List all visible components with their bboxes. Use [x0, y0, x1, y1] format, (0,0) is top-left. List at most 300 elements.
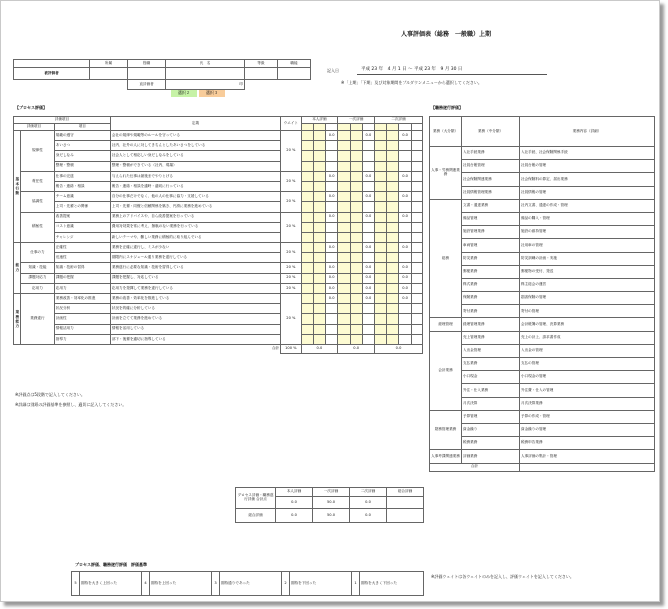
score-head [338, 124, 350, 131]
score-cell[interactable] [313, 273, 325, 283]
process-item: チーム意識 [54, 192, 110, 202]
score-cell[interactable] [375, 202, 387, 212]
duty-item: 防災訓練の計画・実施 [520, 252, 655, 265]
duty-item: 税務申告業務 [520, 437, 655, 450]
score-cell[interactable] [338, 324, 350, 334]
duty-item: 社用車の管理 [520, 239, 655, 252]
process-item: 情報活用力 [54, 324, 110, 334]
evaluator-seal[interactable]: 印 [166, 80, 245, 90]
score-cell[interactable] [350, 314, 362, 324]
process-category: 仕事の力 [21, 243, 55, 263]
score-cell[interactable] [350, 171, 362, 181]
score-cell[interactable] [301, 181, 313, 191]
score-cell[interactable] [313, 151, 325, 161]
score-cell [399, 324, 411, 334]
process-col-secondary: 二次評価 [375, 117, 423, 124]
duty-group: 会計業務 [430, 331, 462, 410]
score-cell[interactable] [387, 304, 399, 314]
duty-item: 売上の計上、請求書作成 [520, 331, 655, 344]
score-cell[interactable] [301, 273, 313, 283]
duty-col-item: 業務内容（詳細） [520, 117, 655, 147]
score-cell[interactable] [350, 181, 362, 191]
score-cell[interactable] [387, 202, 399, 212]
process-weight[interactable]: 20 % [281, 171, 301, 191]
summary-row-label: 総合評価 [236, 509, 276, 523]
score-cell[interactable] [350, 192, 362, 202]
duty-item: 予算の作成・管理 [520, 410, 655, 423]
process-category: 規律性 [21, 131, 55, 172]
score-cell[interactable] [350, 263, 362, 273]
score-subtotal-secondary: 0.0 [399, 263, 411, 273]
duty-sub: 税務業務 [462, 437, 520, 450]
evaluatee-dept[interactable] [90, 68, 128, 80]
process-item: 正確性 [54, 243, 110, 253]
process-total-secondary: 0.0 [375, 344, 423, 353]
duty-group: 人事考課関連業務 [430, 450, 462, 463]
score-subtotal-secondary: 0.0 [399, 212, 411, 222]
score-cell[interactable] [301, 141, 313, 151]
duty-item: 小口現金の管理 [520, 371, 655, 384]
summary-overall-primary: 50.0 [313, 509, 350, 523]
score-cell[interactable] [350, 273, 362, 283]
score-subtotal-primary: 0.0 [362, 131, 374, 141]
score-cell[interactable] [387, 334, 399, 344]
process-item: 仕事の完遂 [54, 171, 110, 181]
process-weight[interactable]: 20 % [281, 283, 301, 293]
duty-sub: 評価業務 [462, 450, 520, 463]
score-cell[interactable] [375, 263, 387, 273]
score-cell [399, 161, 411, 171]
score-cell[interactable] [301, 171, 313, 181]
score-cell[interactable] [313, 314, 325, 324]
score-cell [326, 232, 338, 242]
score-cell[interactable] [301, 161, 313, 171]
score-cell[interactable] [338, 334, 350, 344]
process-category: 知識・技能 [21, 263, 55, 273]
score-cell [411, 273, 422, 283]
score-subtotal-self: 0.0 [326, 131, 338, 141]
process-item: 応用力 [54, 283, 110, 293]
duty-col-group: 業務（大分類） [430, 117, 462, 147]
score-cell[interactable] [338, 141, 350, 151]
score-cell[interactable] [350, 304, 362, 314]
criteria-text-5: 期待を大きく上回った [80, 572, 142, 596]
score-cell[interactable] [313, 202, 325, 212]
process-weight[interactable]: 20 % [281, 212, 301, 243]
duty-table [429, 116, 655, 472]
score-cell[interactable] [350, 283, 362, 293]
summary-total-overall[interactable] [387, 497, 424, 509]
score-cell[interactable] [375, 314, 387, 324]
score-cell[interactable] [387, 232, 399, 242]
score-cell[interactable] [375, 171, 387, 181]
score-cell [362, 151, 374, 161]
score-cell[interactable] [301, 294, 313, 304]
evaluatee-name[interactable] [166, 68, 245, 80]
score-cell[interactable] [350, 243, 362, 253]
duty-item: 支払の管理 [520, 358, 655, 371]
score-cell [362, 202, 374, 212]
summary-overall-self: 0.0 [276, 509, 313, 523]
score-cell [399, 222, 411, 232]
score-cell[interactable] [313, 294, 325, 304]
criteria-level-2: 2 [282, 572, 290, 596]
score-cell[interactable] [301, 212, 313, 222]
duty-sub: 備品管理 [462, 212, 520, 225]
score-cell[interactable] [375, 334, 387, 344]
process-category: 協調性 [21, 192, 55, 212]
evaluatee-skill[interactable] [278, 68, 311, 80]
score-cell [399, 304, 411, 314]
score-cell [411, 324, 422, 334]
process-item: 身だしなみ [54, 151, 110, 161]
score-cell[interactable] [338, 151, 350, 161]
score-cell[interactable] [387, 222, 399, 232]
score-cell [362, 324, 374, 334]
process-definition: 状況を的確に分析している [110, 304, 280, 314]
score-head [313, 124, 325, 131]
summary-total-primary: 50.0 [313, 497, 350, 509]
score-cell[interactable] [375, 232, 387, 242]
process-col-self: 本人評価 [301, 117, 338, 124]
process-item: 上司・先輩との関係 [54, 202, 110, 212]
duty-col-sub: 業務（中分類） [462, 117, 520, 147]
score-cell[interactable] [301, 314, 313, 324]
header-table [13, 59, 311, 90]
score-cell[interactable] [387, 161, 399, 171]
score-subtotal-secondary: 0.0 [399, 171, 411, 181]
criteria-level-1: 1 [352, 572, 360, 596]
process-weight[interactable]: 20 % [281, 263, 301, 273]
score-head [350, 124, 362, 131]
score-subtotal-secondary: 0.0 [399, 131, 411, 141]
score-cell[interactable] [375, 324, 387, 334]
process-definition: 課題を把握し、対応している [110, 273, 280, 283]
duty-label: 【職務遂行評価】 [431, 105, 463, 110]
header-col-skill: 職能 [278, 60, 311, 68]
duty-group: 人事・労務関連業務 [430, 147, 462, 200]
process-definition: 社会人として相応しい身だしなみをしている [110, 151, 280, 161]
score-cell[interactable] [375, 253, 387, 263]
score-cell[interactable] [313, 283, 325, 293]
score-cell[interactable] [338, 294, 350, 304]
duty-sub: 入社手続業務 [462, 147, 520, 160]
score-cell [326, 151, 338, 161]
score-cell [411, 192, 422, 202]
process-col-weight: ウエイト [281, 117, 301, 131]
duty-item: 入社手続、社会保険関係手続 [520, 147, 655, 160]
score-subtotal-primary: 0.0 [362, 273, 374, 283]
criteria-level-3: 3 [212, 572, 220, 596]
process-definition: 整理・整頓ができている（社内、現場） [110, 161, 280, 171]
duty-sub: 社員情報管理業務 [462, 186, 520, 199]
score-cell[interactable] [387, 192, 399, 202]
score-cell [411, 222, 422, 232]
score-cell[interactable] [301, 283, 313, 293]
criteria-label: プロセス評価、職務遂行評価 評価基準 [75, 562, 147, 567]
score-cell[interactable] [375, 294, 387, 304]
duty-note: ※評価ウェイトは各ウェイトのみを記入し、評価ウェイトを記入してください。 [431, 574, 574, 579]
duty-total-value [520, 463, 655, 471]
duty-sub: 施設管理業務 [462, 226, 520, 239]
duty-group: 経理管理 [430, 318, 462, 331]
score-subtotal-primary: 0.0 [362, 263, 374, 273]
score-cell[interactable] [301, 131, 313, 141]
score-cell[interactable] [313, 192, 325, 202]
duty-item: 月次決算業務 [520, 397, 655, 410]
process-definition: 報告・連絡・相談を適時・適切に行っている [110, 181, 280, 191]
score-cell[interactable] [375, 273, 387, 283]
score-cell [362, 334, 374, 344]
score-subtotal-self: 0.0 [326, 212, 338, 222]
score-cell[interactable] [387, 243, 399, 253]
summary-overall-overall[interactable] [387, 509, 424, 523]
score-cell [411, 243, 422, 253]
score-cell[interactable] [338, 243, 350, 253]
score-head [326, 124, 338, 131]
score-cell[interactable] [387, 314, 399, 324]
score-cell[interactable] [301, 151, 313, 161]
duty-sub: 支払業務 [462, 358, 520, 371]
score-cell[interactable] [375, 304, 387, 314]
score-cell[interactable] [350, 131, 362, 141]
score-cell[interactable] [313, 243, 325, 253]
summary-col-self: 本人評価 [276, 488, 313, 497]
criteria-text-1: 期待を大きく下回った [360, 572, 424, 596]
score-cell[interactable] [350, 324, 362, 334]
process-label: 【プロセス評価】 [15, 105, 47, 110]
score-subtotal-self: 0.0 [326, 171, 338, 181]
score-cell[interactable] [375, 151, 387, 161]
process-definition: 業務の改善・効率化を推進している [110, 294, 280, 304]
score-cell[interactable] [387, 171, 399, 181]
duty-item: 社員台帳の管理 [520, 160, 655, 173]
score-cell [326, 202, 338, 212]
score-cell[interactable] [338, 283, 350, 293]
date-range[interactable]: 平成 23 年 4 月 1 日 ～ 平成 23 年 9 月 30 日 [361, 67, 463, 72]
score-cell[interactable] [375, 243, 387, 253]
score-cell[interactable] [387, 151, 399, 161]
score-cell[interactable] [301, 334, 313, 344]
score-cell[interactable] [301, 263, 313, 273]
summary-col-primary: 一次評価 [313, 488, 350, 497]
score-cell [362, 232, 374, 242]
score-cell [411, 181, 422, 191]
score-cell[interactable] [301, 243, 313, 253]
score-cell[interactable] [338, 222, 350, 232]
score-cell[interactable] [301, 304, 313, 314]
score-cell [399, 334, 411, 344]
score-subtotal-self: 0.0 [326, 243, 338, 253]
score-cell[interactable] [350, 294, 362, 304]
score-cell[interactable] [338, 161, 350, 171]
score-cell[interactable] [313, 253, 325, 263]
evaluatee-label: 被評価者 [14, 68, 90, 80]
score-cell[interactable] [301, 222, 313, 232]
score-cell [399, 202, 411, 212]
process-definition: 費用対効果を常に考え、無駄のない業務を行っている [110, 222, 280, 232]
score-subtotal-secondary: 0.0 [399, 283, 411, 293]
score-cell[interactable] [350, 161, 362, 171]
process-item: 指導力 [54, 334, 110, 344]
process-definition: 与えられた仕事は最後までやりとげる [110, 171, 280, 181]
score-cell[interactable] [350, 212, 362, 222]
score-cell[interactable] [375, 181, 387, 191]
header-col-dept: 所属 [90, 60, 128, 68]
score-cell[interactable] [301, 232, 313, 242]
score-cell[interactable] [350, 232, 362, 242]
duty-sub: 文書・通達業務 [462, 199, 520, 212]
summary-overall-secondary: 0.0 [350, 509, 387, 523]
score-cell[interactable] [301, 192, 313, 202]
duty-sub: 防災業務 [462, 252, 520, 265]
score-cell [399, 151, 411, 161]
score-cell[interactable] [313, 181, 325, 191]
evaluator-label: 直評価者 [128, 80, 166, 90]
score-cell[interactable] [350, 141, 362, 151]
score-subtotal-self: 0.0 [326, 263, 338, 273]
process-total-primary: 0.0 [338, 344, 375, 353]
score-cell [326, 181, 338, 191]
blank-cell [90, 80, 128, 90]
score-cell[interactable] [338, 273, 350, 283]
score-cell[interactable] [301, 324, 313, 334]
score-subtotal-secondary: 0.0 [399, 243, 411, 253]
score-cell[interactable] [338, 314, 350, 324]
score-cell[interactable] [313, 212, 325, 222]
score-cell[interactable] [313, 263, 325, 273]
select-box-a[interactable]: 選択２ [171, 90, 197, 97]
duty-sub: 社会保険関連業務 [462, 173, 520, 186]
process-definition: 計画を立てて業務を進めている [110, 314, 280, 324]
date-label: 記入日 [327, 68, 339, 73]
score-cell [411, 171, 422, 181]
score-cell[interactable] [338, 192, 350, 202]
duty-sub: 寄付業務 [462, 305, 520, 318]
score-cell[interactable] [338, 131, 350, 141]
score-cell[interactable] [375, 131, 387, 141]
process-definition: 業務を正確に遂行し、ミスが少ない [110, 243, 280, 253]
score-cell[interactable] [338, 263, 350, 273]
score-cell[interactable] [313, 141, 325, 151]
duty-sub: 予算管理 [462, 410, 520, 423]
process-definition: 社内、社外の人に対してきちんとしたあいさつをしている [110, 141, 280, 151]
process-item: 状況分析 [54, 304, 110, 314]
blank-cell [245, 80, 278, 90]
blank-cell [14, 80, 90, 90]
score-cell[interactable] [350, 253, 362, 263]
score-cell[interactable] [375, 212, 387, 222]
process-weight[interactable]: 20 % [281, 294, 301, 345]
duty-sub: 株式業務 [462, 278, 520, 291]
score-cell[interactable] [350, 202, 362, 212]
select-box-b[interactable]: 選択３ [199, 90, 225, 97]
score-cell[interactable] [313, 161, 325, 171]
score-head [387, 124, 399, 131]
score-cell[interactable] [338, 212, 350, 222]
duty-group: 総務 [430, 199, 462, 318]
score-cell [326, 304, 338, 314]
score-cell[interactable] [387, 324, 399, 334]
score-cell[interactable] [387, 283, 399, 293]
evaluatee-title[interactable] [128, 68, 166, 80]
score-cell[interactable] [350, 222, 362, 232]
score-cell[interactable] [375, 222, 387, 232]
score-head [362, 124, 374, 131]
evaluatee-grade[interactable] [245, 68, 278, 80]
score-cell[interactable] [313, 304, 325, 314]
score-cell[interactable] [313, 334, 325, 344]
score-cell[interactable] [387, 181, 399, 191]
score-subtotal-self: 0.0 [326, 283, 338, 293]
score-cell [411, 294, 422, 304]
score-cell[interactable] [313, 232, 325, 242]
process-weight[interactable]: 20 % [281, 273, 301, 283]
score-cell[interactable] [313, 324, 325, 334]
score-cell[interactable] [301, 202, 313, 212]
score-cell[interactable] [338, 202, 350, 212]
score-cell[interactable] [313, 222, 325, 232]
score-cell [399, 253, 411, 263]
score-cell[interactable] [387, 253, 399, 263]
criteria-table [71, 571, 424, 596]
score-cell[interactable] [338, 171, 350, 181]
duty-item: 備品の購入・管理 [520, 212, 655, 225]
score-cell[interactable] [375, 161, 387, 171]
score-cell[interactable] [338, 232, 350, 242]
score-cell[interactable] [338, 253, 350, 263]
duty-item: 人事評価の集計・管理 [520, 450, 655, 463]
process-weight[interactable]: 20 % [281, 243, 301, 263]
score-cell [326, 314, 338, 324]
process-col-subitem: 項目 [54, 124, 110, 131]
process-weight[interactable]: 20 % [281, 131, 301, 172]
duty-sub: 社員台帳管理 [462, 160, 520, 173]
score-subtotal-primary: 0.0 [362, 294, 374, 304]
score-cell [362, 253, 374, 263]
score-cell[interactable] [301, 253, 313, 263]
score-cell[interactable] [387, 131, 399, 141]
score-cell [411, 151, 422, 161]
process-item: 整理・整頓 [54, 161, 110, 171]
score-cell[interactable] [313, 131, 325, 141]
note-top: ※「上期」「下期」及び対象期間をプルダウンメニューから選択してください。 [341, 80, 482, 85]
score-cell[interactable] [375, 283, 387, 293]
score-cell[interactable] [375, 141, 387, 151]
score-subtotal-self: 0.0 [326, 192, 338, 202]
score-cell[interactable] [387, 273, 399, 283]
summary-total-self: 0.0 [276, 497, 313, 509]
header-col-name: 氏 名 [166, 60, 245, 68]
score-cell [411, 314, 422, 324]
process-total-self: 0.0 [301, 344, 338, 353]
score-cell[interactable] [375, 192, 387, 202]
score-cell[interactable] [387, 141, 399, 151]
score-subtotal-secondary: 0.0 [399, 294, 411, 304]
score-cell[interactable] [338, 181, 350, 191]
process-category: 応用力 [21, 283, 55, 293]
process-weight[interactable]: 20 % [281, 192, 301, 212]
score-cell[interactable] [313, 171, 325, 181]
score-cell[interactable] [387, 212, 399, 222]
score-cell[interactable] [350, 151, 362, 161]
duty-sub: 車両管理 [462, 239, 520, 252]
score-cell[interactable] [387, 294, 399, 304]
score-cell[interactable] [350, 334, 362, 344]
process-definition: 業務遂行に必要な知識・技術を習得している [110, 263, 280, 273]
score-cell[interactable] [387, 263, 399, 273]
score-cell[interactable] [338, 304, 350, 314]
